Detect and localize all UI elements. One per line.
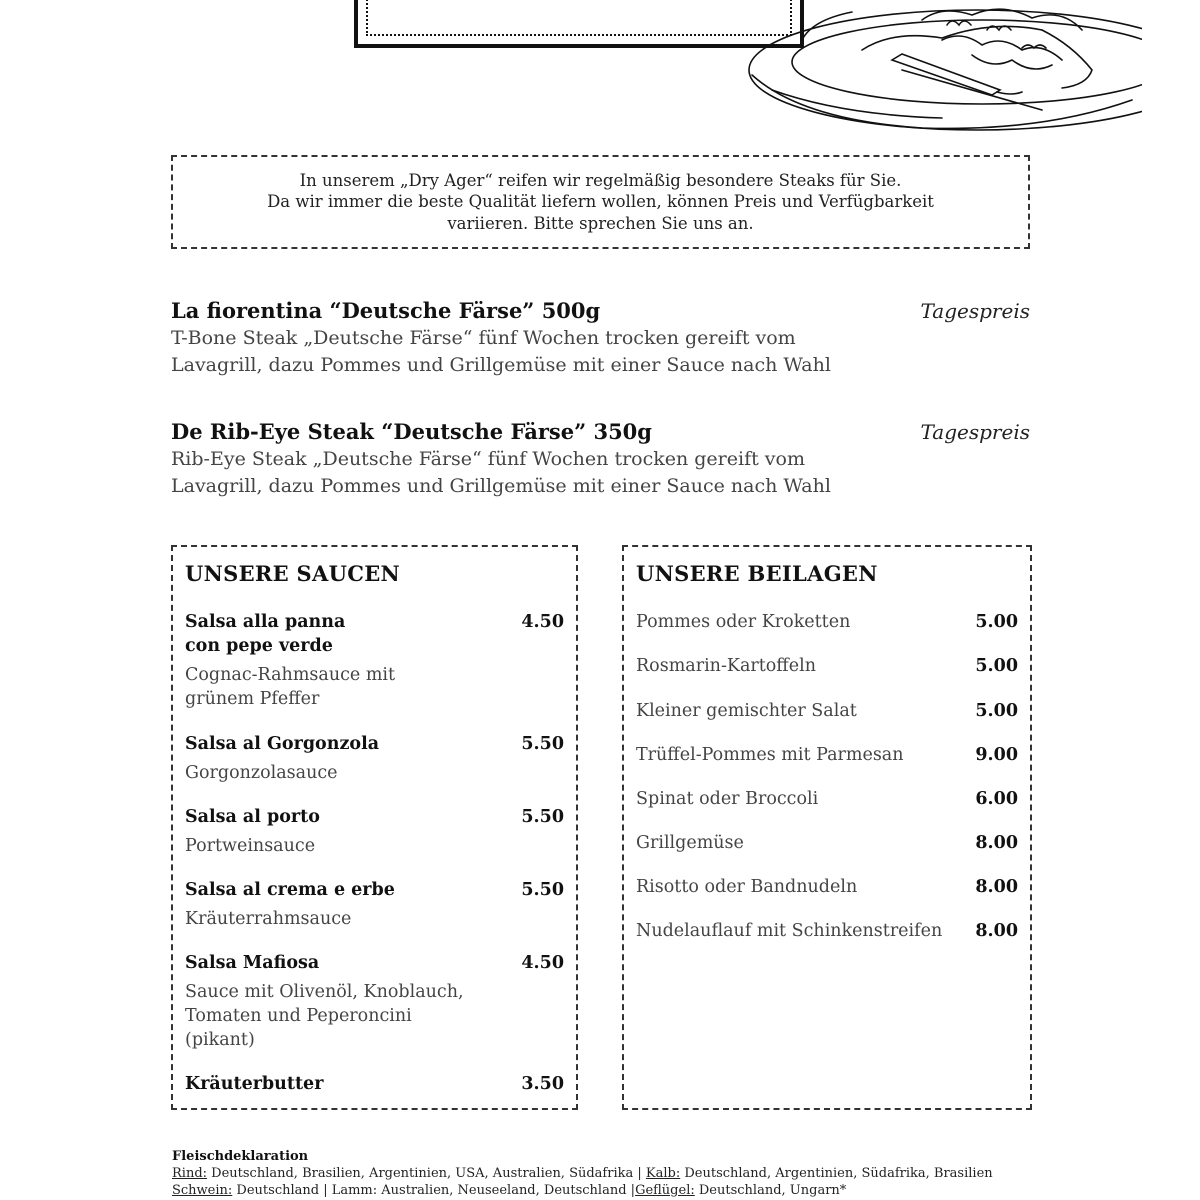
- side-name: Risotto oder Bandnudeln: [636, 877, 858, 897]
- steak-plate-illustration: [742, 0, 1142, 140]
- sauce-description: grünem Pfeffer: [185, 689, 320, 709]
- side-price: 8.00: [975, 877, 1018, 897]
- side-item: [636, 918, 1018, 944]
- declaration-title: Fleischdeklaration: [172, 1149, 309, 1164]
- sauce-description: Kräuterrahmsauce: [185, 909, 352, 929]
- declaration-label: Schwein:: [172, 1183, 233, 1198]
- header-frame: [354, 0, 804, 48]
- sauce-name: Kräuterbutter: [185, 1074, 324, 1094]
- steak-title: De Rib-Eye Steak “Deutsche Färse” 350g: [171, 419, 652, 444]
- side-item: [636, 698, 1018, 724]
- side-price: 5.00: [975, 656, 1018, 676]
- sauce-description: Tomaten und Peperoncini: [185, 1006, 412, 1026]
- header-frame-inner: [366, 0, 792, 36]
- side-price: 5.00: [975, 701, 1018, 721]
- sauce-name: Salsa al porto: [185, 807, 320, 827]
- sauces-box: [171, 545, 578, 1110]
- declaration-text: Deutschland | Lamm: Australien, Neuseeland, Deutschland |: [232, 1183, 636, 1198]
- sauce-name: Salsa al Gorgonzola: [185, 734, 380, 754]
- steak-item-fiorentina: [171, 297, 1030, 379]
- sauce-description: Gorgonzolasauce: [185, 763, 338, 783]
- sauce-price: 5.50: [521, 807, 564, 827]
- sauce-item: [185, 610, 564, 711]
- side-item: [636, 786, 1018, 812]
- sauce-name: Salsa al crema e erbe: [185, 880, 395, 900]
- steak-item-rib-eye: [171, 418, 1030, 500]
- side-price: 5.00: [975, 612, 1018, 632]
- side-price: 8.00: [975, 833, 1018, 853]
- side-name: Nudelauflauf mit Schinkenstreifen: [636, 921, 943, 941]
- side-item: [636, 830, 1018, 856]
- notice-line-2: Da wir immer die beste Qualität liefern wollen, können Preis und Verfügbarkeit: [267, 192, 934, 212]
- sauce-price: 5.50: [521, 880, 564, 900]
- declaration-label: Kalb:: [645, 1166, 681, 1181]
- steak-description-line: T-Bone Steak „Deutsche Färse“ fünf Wochen trocken gereift vom: [171, 327, 796, 349]
- declaration-line: [172, 1182, 1072, 1199]
- sauce-name: Salsa alla panna: [185, 612, 346, 632]
- sauce-description: Portweinsauce: [185, 836, 316, 856]
- sauces-title: UNSERE SAUCEN: [185, 561, 401, 586]
- side-name: Spinat oder Broccoli: [636, 789, 819, 809]
- side-item: [636, 653, 1018, 679]
- steak-description-line: Lavagrill, dazu Pommes und Grillgemüse mit einer Sauce nach Wahl: [171, 475, 831, 497]
- sauce-item: [185, 1072, 564, 1096]
- sides-title: UNSERE BEILAGEN: [636, 561, 878, 586]
- meat-declaration: [172, 1148, 1072, 1199]
- sauce-description: (pikant): [185, 1030, 255, 1050]
- steak-price: Tagespreis: [920, 299, 1030, 323]
- declaration-line: [172, 1165, 1072, 1182]
- declaration-text: Deutschland, Brasilien, Argentinien, USA, Australien, Südafrika |: [207, 1166, 646, 1181]
- sauce-name: Salsa Mafiosa: [185, 953, 320, 973]
- side-item: [636, 609, 1018, 635]
- declaration-text: Deutschland, Argentinien, Südafrika, Brasilien: [680, 1166, 993, 1181]
- notice-line-3: variieren. Bitte sprechen Sie uns an.: [447, 213, 754, 233]
- side-item: [636, 874, 1018, 900]
- notice-line-1: In unserem „Dry Ager“ reifen wir regelmäßig besondere Steaks für Sie.: [299, 170, 902, 190]
- steak-title: La fiorentina “Deutsche Färse” 500g: [171, 298, 601, 323]
- steak-description-line: Rib-Eye Steak „Deutsche Färse“ fünf Wochen trocken gereift vom: [171, 448, 805, 470]
- declaration-text: Deutschland, Ungarn*: [694, 1183, 847, 1198]
- side-name: Pommes oder Kroketten: [636, 612, 851, 632]
- sauce-description: Cognac-Rahmsauce mit: [185, 665, 396, 685]
- steak-description-line: Lavagrill, dazu Pommes und Grillgemüse mit einer Sauce nach Wahl: [171, 354, 831, 376]
- sauce-price: 4.50: [521, 953, 564, 973]
- sauce-description: Sauce mit Olivenöl, Knoblauch,: [185, 982, 464, 1002]
- sauce-item: [185, 805, 564, 858]
- side-name: Trüffel-Pommes mit Parmesan: [636, 745, 904, 765]
- side-name: Rosmarin-Kartoffeln: [636, 656, 816, 676]
- sauce-price: 5.50: [521, 734, 564, 754]
- sauce-item: [185, 951, 564, 1052]
- declaration-label: Geflügel:: [635, 1183, 695, 1198]
- side-price: 6.00: [975, 789, 1018, 809]
- sauce-price: 3.50: [521, 1074, 564, 1094]
- sauce-item: [185, 732, 564, 785]
- side-price: 8.00: [975, 921, 1018, 941]
- steak-price: Tagespreis: [920, 420, 1030, 444]
- sauce-name: con pepe verde: [185, 636, 333, 656]
- side-name: Grillgemüse: [636, 833, 744, 853]
- sauce-price: 4.50: [521, 612, 564, 632]
- side-price: 9.00: [975, 745, 1018, 765]
- sauce-item: [185, 878, 564, 931]
- declaration-label: Rind:: [172, 1166, 208, 1181]
- dry-ager-notice: [171, 155, 1030, 249]
- side-name: Kleiner gemischter Salat: [636, 701, 857, 721]
- side-item: [636, 742, 1018, 768]
- sides-box: [622, 545, 1032, 1110]
